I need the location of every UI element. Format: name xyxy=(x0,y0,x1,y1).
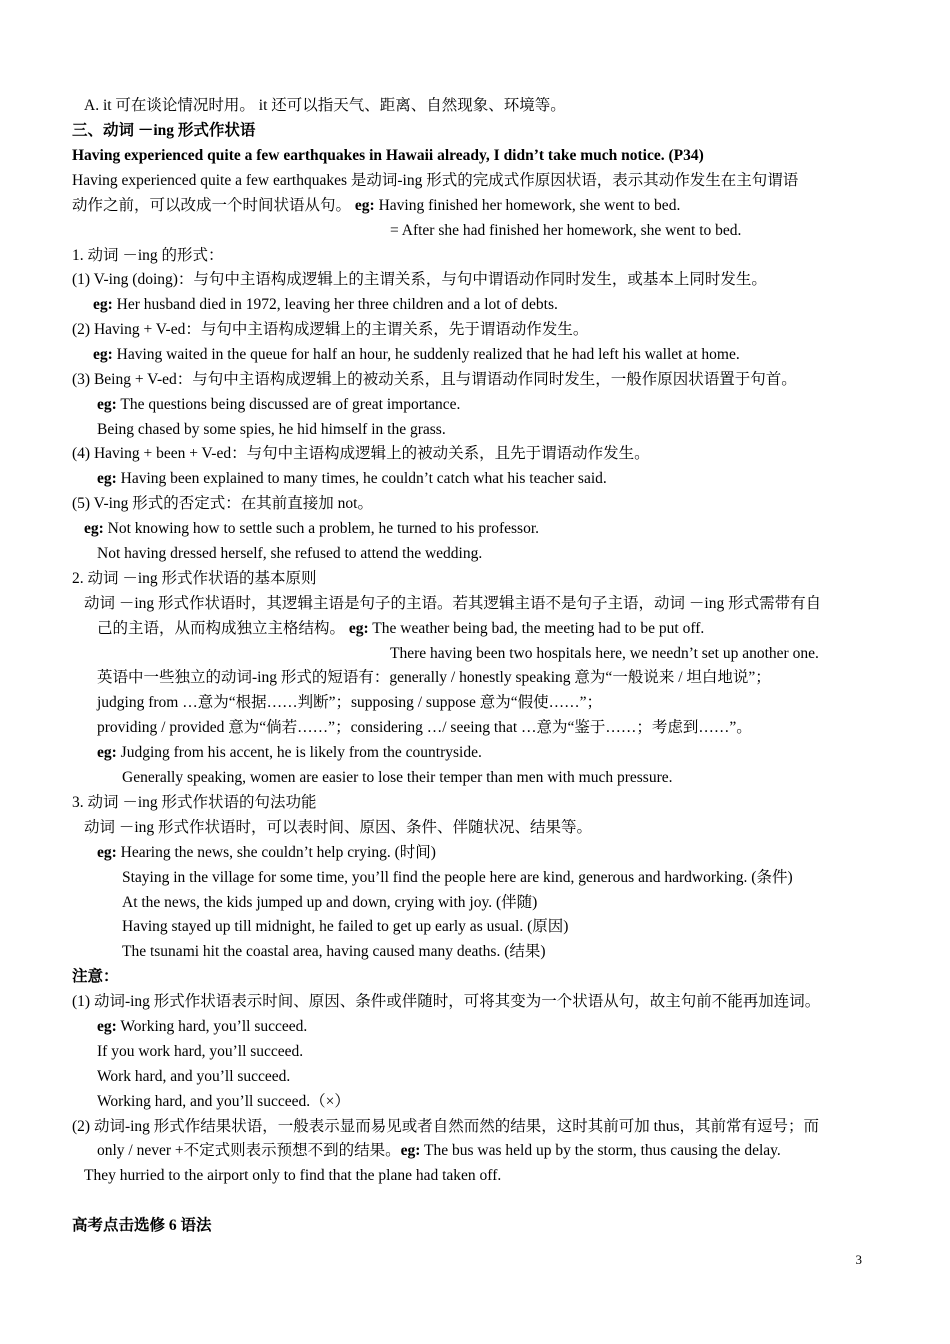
example-text: Her husband died in 1972, leaving her three children and a lot of debts. xyxy=(112,296,558,313)
example-label: eg: xyxy=(93,296,113,313)
line-text: (3) Being + V-ed：与句中主语构成逻辑上的被动关系，且与谓语动作同时发生，一般作原因状语置于句首。 xyxy=(72,371,797,388)
example-text: Hearing the news, she couldn’t help crying. (时间) xyxy=(116,844,436,861)
line-text: They hurried to the airport only to find that the plane had taken off. xyxy=(84,1167,502,1184)
text-line-l7 xyxy=(72,247,224,265)
text-line-l24 xyxy=(97,669,771,687)
line-text: (2) Having + V-ed：与句中主语构成逻辑上的主谓关系，先于谓语动作发生。 xyxy=(72,321,589,338)
line-text: Having stayed up till midnight, he failed to get up early as usual. (原因) xyxy=(122,918,569,935)
line-text: (4) Having + been + V-ed：与句中主语构成逻辑上的被动关系，且先于谓语动作发生。 xyxy=(72,445,650,462)
text-line-l18 xyxy=(84,520,539,538)
text-line-l20 xyxy=(72,570,317,588)
text-line-l13 xyxy=(97,396,460,414)
text-line-l26 xyxy=(97,719,752,737)
text-line-l35 xyxy=(122,943,546,961)
example-text: Having waited in the queue for half an hour, he suddenly realized that he had left his wallet at home. xyxy=(112,346,740,363)
text-line-l34 xyxy=(122,918,568,936)
line-text: 2. 动词 －ing 形式作状语的基本原则 xyxy=(72,570,317,587)
line-text: Having experienced quite a few earthquakes in Hawaii already, I didn’t take much notice. (P34) xyxy=(72,147,704,164)
line-text: Staying in the village for some time, you’ll find the people here are kind, generous and hardworking. (条件) xyxy=(122,869,793,886)
line-text: 三、动词 －ing 形式作状语 xyxy=(72,122,256,139)
line-text: 动词 －ing 形式作状语时，其逻辑主语是句子的主语。若其逻辑主语不是句子主语，动词 －ing 形式需带有自 xyxy=(84,595,822,612)
text-line-l42 xyxy=(72,1118,819,1136)
line-text: (2) 动词-ing 形式作结果状语，一般表示显而易见或者自然而然的结果，这时其前可加 thus，其前常有逗号；而 xyxy=(72,1118,820,1135)
line-text: Generally speaking, women are easier to lose their temper than men with much pressure. xyxy=(122,769,673,786)
example-text: Judging from his accent, he is likely from the countryside. xyxy=(116,744,482,761)
line-text: A. it 可在谈论情况时用。 it 还可以指天气、距离、自然现象、环境等。 xyxy=(84,97,566,114)
text-line-l31 xyxy=(97,844,436,862)
line-text: There having been two hospitals here, we needn’t set up another one. xyxy=(390,645,819,662)
line-text: 动词 －ing 形式作状语时，可以表时间、原因、条件、伴随状况、结果等。 xyxy=(84,819,593,836)
line-text: Having experienced quite a few earthquakes 是动词-ing 形式的完成式作原因状语，表示其动作发生在主句谓语 xyxy=(72,172,799,189)
example-label: eg: xyxy=(97,744,117,761)
text-line-l40 xyxy=(97,1068,290,1086)
text-line-l37 xyxy=(72,993,820,1011)
line-text: Working hard, and you’ll succeed.（×） xyxy=(97,1093,350,1110)
text-line-l9 xyxy=(93,296,558,314)
text-line-l21 xyxy=(84,595,821,613)
example-text: The weather being bad, the meeting had to be put off. xyxy=(368,620,705,637)
text-line-l22 xyxy=(97,620,704,638)
text-line-l17 xyxy=(72,495,373,513)
line-text: 注意： xyxy=(72,968,119,985)
text-line-l3 xyxy=(72,147,704,165)
text-line-l16 xyxy=(97,470,607,488)
text-line-l15 xyxy=(72,445,650,463)
text-line-l33 xyxy=(122,894,537,912)
example-label: eg: xyxy=(354,197,375,214)
text-line-l32 xyxy=(122,869,793,887)
line-text: (5) V-ing 形式的否定式：在其前直接加 not。 xyxy=(72,495,373,512)
example-text: Having been explained to many times, he couldn’t catch what his teacher said. xyxy=(116,470,607,487)
text-line-l12 xyxy=(72,371,797,389)
text-line-l36 xyxy=(72,968,119,986)
text-line-l41 xyxy=(97,1093,350,1111)
line-text: (1) V-ing (doing)：与句中主语构成逻辑上的主谓关系，与句中谓语动作同时发生，或基本上同时发生。 xyxy=(72,271,767,288)
text-line-l25 xyxy=(97,694,602,712)
text-line-l29 xyxy=(72,794,317,812)
line-text: If you work hard, you’ll succeed. xyxy=(97,1043,304,1060)
text-line-l39 xyxy=(97,1043,303,1061)
text-line-l23 xyxy=(390,645,819,663)
line-text: 己的主语，从而构成独立主格结构。 xyxy=(97,620,349,637)
text-line-l11 xyxy=(93,346,740,364)
example-label: eg: xyxy=(348,620,369,637)
line-text: only / never +不定式则表示预想不到的结果。 xyxy=(97,1142,401,1159)
text-line-l19 xyxy=(97,545,482,563)
line-text: Being chased by some spies, he hid himself in the grass. xyxy=(97,421,446,438)
example-text: Having finished her homework, she went to bed. xyxy=(374,197,681,214)
text-line-l43 xyxy=(97,1142,781,1160)
example-text: The bus was held up by the storm, thus causing the delay. xyxy=(420,1142,781,1159)
text-line-l4 xyxy=(72,172,798,190)
example-text: The questions being discussed are of great importance. xyxy=(116,396,461,413)
line-text: 高考点击选修 6 语法 xyxy=(72,1217,212,1234)
text-line-l44 xyxy=(84,1167,501,1185)
line-text: Work hard, and you’ll succeed. xyxy=(97,1068,291,1085)
line-text: providing / provided 意为“倘若……”；considering …/ seeing that …意为“鉴于……；考虑到……”。 xyxy=(97,719,752,736)
text-line-l10 xyxy=(72,321,588,339)
page-number: 3 xyxy=(855,1252,862,1267)
example-label: eg: xyxy=(97,470,117,487)
text-line-l5 xyxy=(72,197,680,215)
text-line-l1 xyxy=(84,97,566,115)
example-label: eg: xyxy=(400,1142,421,1159)
example-label: eg: xyxy=(93,346,113,363)
text-line-l38 xyxy=(97,1018,307,1036)
text-line-l14 xyxy=(97,421,446,439)
text-line-l30 xyxy=(84,819,592,837)
text-line-l28 xyxy=(122,769,673,787)
text-line-l2 xyxy=(72,122,255,140)
example-text: Working hard, you’ll succeed. xyxy=(116,1018,308,1035)
text-line-l6 xyxy=(390,222,741,240)
text-line-l8 xyxy=(72,271,767,289)
example-label: eg: xyxy=(84,520,104,537)
example-label: eg: xyxy=(97,396,117,413)
line-text: 3. 动词 －ing 形式作状语的句法功能 xyxy=(72,794,317,811)
line-text: 1. 动词 －ing 的形式： xyxy=(72,247,224,264)
line-text: At the news, the kids jumped up and down, crying with joy. (伴随) xyxy=(122,894,538,911)
example-text: Not knowing how to settle such a problem, he turned to his professor. xyxy=(103,520,540,537)
example-label: eg: xyxy=(97,844,117,861)
line-text: = After she had finished her homework, she went to bed. xyxy=(390,222,742,239)
line-text: Not having dressed herself, she refused to attend the wedding. xyxy=(97,545,483,562)
line-text: (1) 动词-ing 形式作状语表示时间、原因、条件或伴随时，可将其变为一个状语从句，故主句前不能再加连词。 xyxy=(72,993,821,1010)
text-line-l27 xyxy=(97,744,482,762)
line-text: The tsunami hit the coastal area, having caused many deaths. (结果) xyxy=(122,943,546,960)
example-label: eg: xyxy=(97,1018,117,1035)
text-line-l45 xyxy=(72,1217,212,1235)
line-text: 英语中一些独立的动词-ing 形式的短语有：generally / honestly speaking 意为“一般说来 / 坦白地说”； xyxy=(97,669,771,686)
line-text: 动作之前，可以改成一个时间状语从句。 xyxy=(72,197,355,214)
line-text: judging from …意为“根据……判断”；supposing / suppose 意为“假使……”； xyxy=(97,694,603,711)
